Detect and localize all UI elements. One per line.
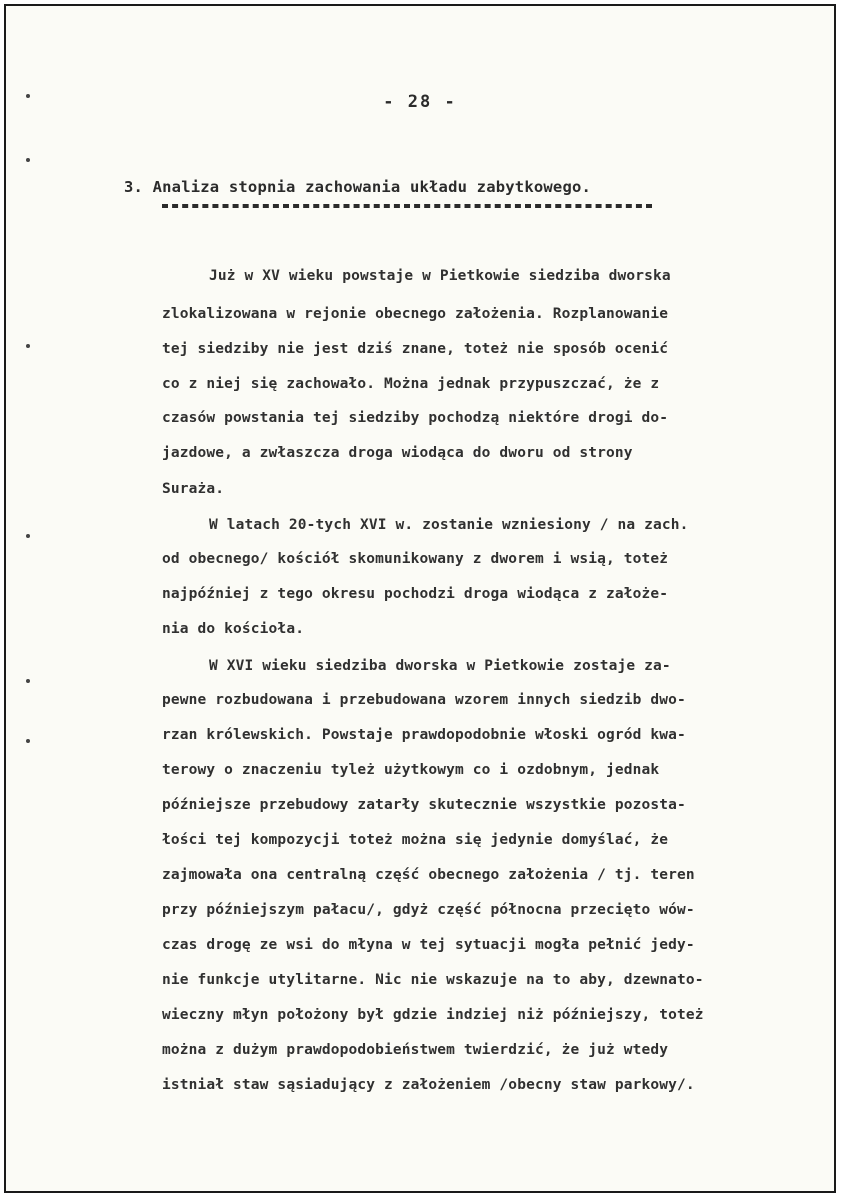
section-heading: 3. Analiza stopnia zachowania układu zabytkowego.	[124, 178, 592, 196]
text-line: W XVI wieku siedziba dworska w Pietkowie zostaje za-	[209, 658, 671, 674]
text-line: czas drogę ze wsi do młyna w tej sytuacji mogła pełnić jedy-	[162, 937, 695, 953]
punch-hole-mark	[26, 344, 30, 348]
text-line: zajmowała ona centralną część obecnego założenia / tj. teren	[162, 867, 695, 883]
punch-hole-mark	[26, 679, 30, 683]
text-line: co z niej się zachowało. Można jednak przypuszczać, że z	[162, 376, 660, 392]
text-line: łości tej kompozycji toteż można się jedynie domyślać, że	[162, 832, 669, 848]
punch-hole-mark	[26, 158, 30, 162]
text-line: późniejsze przebudowy zatarły skutecznie wszystkie pozosta-	[162, 797, 686, 813]
text-line: jazdowe, a zwłaszcza droga wiodąca do dworu od strony	[162, 445, 633, 461]
text-line: tej siedziby nie jest dziś znane, toteż nie sposób ocenić	[162, 341, 669, 357]
text-line: można z dużym prawdopodobieństwem twierdzić, że już wtedy	[162, 1042, 669, 1058]
punch-hole-mark	[26, 739, 30, 743]
text-line: pewne rozbudowana i przebudowana wzorem innych siedzib dwo-	[162, 692, 686, 708]
text-line: rzan królewskich. Powstaje prawdopodobnie włoski ogród kwa-	[162, 727, 686, 743]
text-line: nie funkcje utylitarne. Nic nie wskazuje na to aby, dzewnato-	[162, 972, 704, 988]
page-number: - 28 -	[383, 92, 457, 112]
text-line: najpóźniej z tego okresu pochodzi droga wiodąca z założe-	[162, 586, 669, 602]
punch-hole-mark	[26, 534, 30, 538]
document-page	[4, 4, 836, 1193]
text-line: W latach 20-tych XVI w. zostanie wzniesiony / na zach.	[209, 517, 689, 533]
text-line: wieczny młyn położony był gdzie indziej niż późniejszy, toteż	[162, 1007, 704, 1023]
text-line: terowy o znaczeniu tyleż użytkowym co i ozdobnym, jednak	[162, 762, 660, 778]
text-line: przy późniejszym pałacu/, gdyż część północna przecięto wów-	[162, 902, 695, 918]
text-line: istniał staw sąsiadujący z założeniem /obecny staw parkowy/.	[162, 1077, 695, 1093]
text-line: Już w XV wieku powstaje w Pietkowie siedziba dworska	[209, 268, 671, 284]
text-line: od obecnego/ kościół skomunikowany z dworem i wsią, toteż	[162, 551, 669, 567]
text-line: zlokalizowana w rejonie obecnego założenia. Rozplanowanie	[162, 306, 669, 322]
text-line: Suraża.	[162, 481, 225, 497]
heading-underline	[162, 204, 652, 208]
text-line: nia do kościoła.	[162, 621, 305, 637]
text-line: czasów powstania tej siedziby pochodzą niektóre drogi do-	[162, 410, 669, 426]
